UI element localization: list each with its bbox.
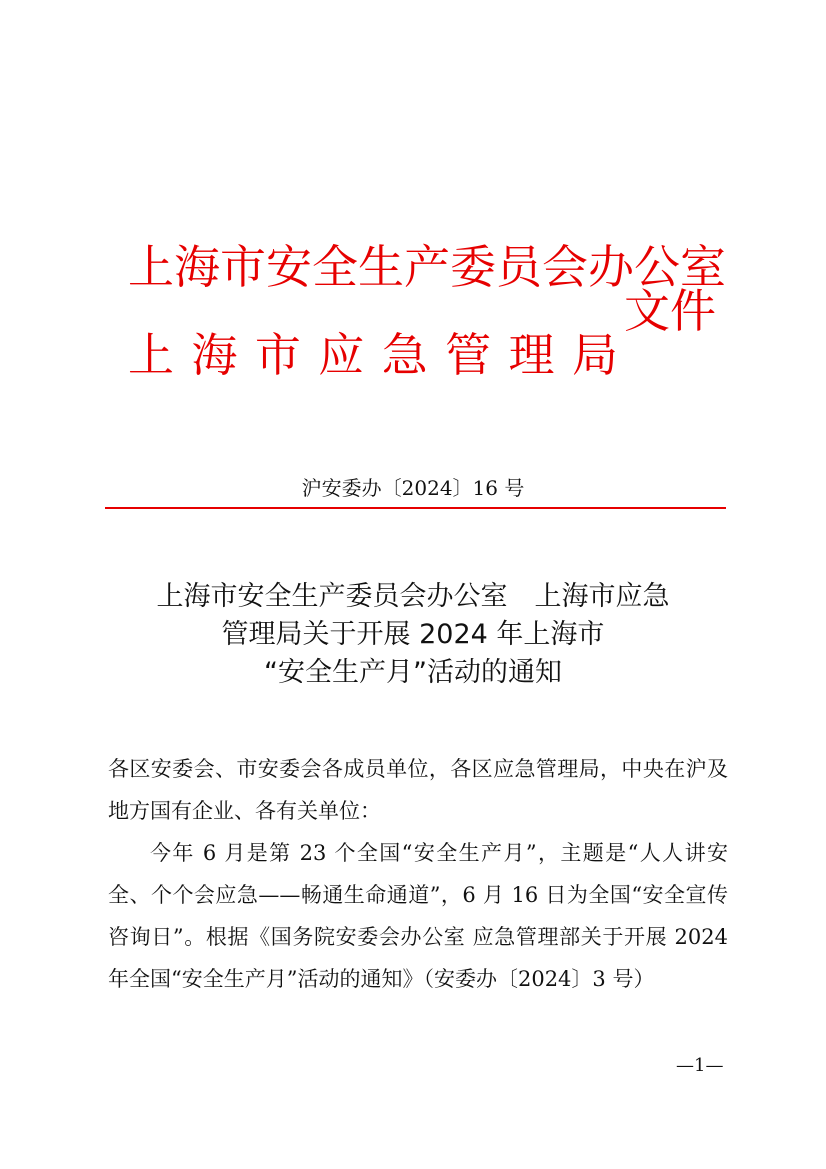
header-char: 安 <box>266 240 312 294</box>
header-char: 海 <box>191 328 238 382</box>
header-char: 应 <box>318 328 365 382</box>
body-paragraph: 今年 6 月是第 23 个全国“安全生产月”，主题是“人人讲安全、个个会应急——畅通生命通道”，6 月 16 日为全国“安全宣传咨询日”。根据《国务院安委会办公室 应急管理部关于开展 2024 年全国“安全生产月”活动的通知》（安委办〔2024〕3 号） <box>108 841 728 991</box>
header-char: 员 <box>496 240 542 294</box>
header-char: 市 <box>220 240 266 294</box>
header-issuer-line-2 <box>128 328 618 382</box>
header-char: 委 <box>450 240 496 294</box>
page-number: —1— <box>676 1055 724 1076</box>
header-char: 上 <box>128 328 174 382</box>
header-char: 急 <box>381 328 428 382</box>
salutation: 各区安委会、市安委会各成员单位，各区应急管理局，中央在沪及地方国有企业、各有关单位： <box>108 757 728 823</box>
header-char: 市 <box>254 328 301 382</box>
document-title <box>0 578 826 692</box>
header-char: 上 <box>128 240 174 294</box>
header-char: 公 <box>634 240 680 294</box>
title-line-1: 上海市安全生产委员会办公室 上海市应急 <box>156 581 670 612</box>
header-issuer-line-1 <box>128 240 726 294</box>
title-line-2: 管理局关于开展 2024 年上海市 <box>221 619 605 650</box>
header-char: 办 <box>588 240 634 294</box>
red-divider-line <box>105 507 726 509</box>
header-suffix: 文件 <box>624 284 716 338</box>
header-char: 海 <box>174 240 220 294</box>
header-char: 产 <box>404 240 450 294</box>
header-char: 管 <box>445 328 492 382</box>
header-char: 室 <box>680 240 726 294</box>
header-char: 理 <box>508 328 555 382</box>
title-line-3: “安全生产月”活动的通知 <box>264 657 562 688</box>
header-char: 局 <box>571 328 618 382</box>
header-char: 生 <box>358 240 404 294</box>
document-body <box>108 748 728 1000</box>
header-char: 全 <box>312 240 358 294</box>
header-char: 会 <box>542 240 588 294</box>
document-number: 沪安委办〔2024〕16 号 <box>301 476 525 500</box>
